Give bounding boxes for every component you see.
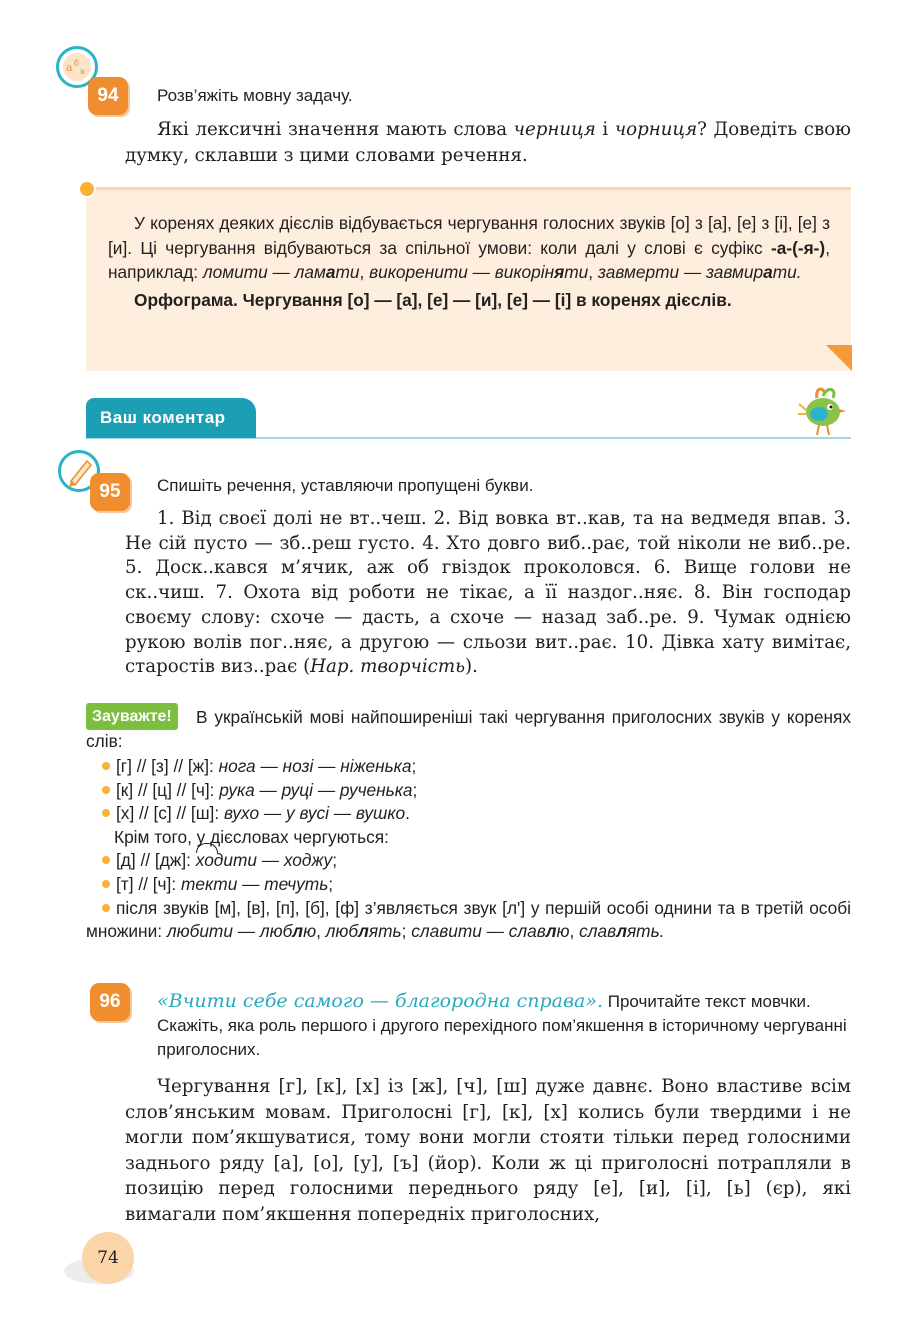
- page-number: 74: [82, 1232, 134, 1284]
- svg-text:в: в: [80, 67, 85, 76]
- list-item: після звуків [м], [в], [п], [б], [ф] з’являється звук [л'] у першій особі однини та в третій особі множини: любити — люблю, люблять; славити — славлю, славлять.: [86, 897, 851, 942]
- rule-text: У коренях деяких дієслів відбувається чергування голосних звуків [о] з [а], [е] з [і], [е] з [и]. Ці чергування відбуваються за спільної умови: коли далі у слові є суфікс -а-(-я-), наприклад: ломити — ламати, викоренити — викоріняти, завмерти — завмирати. Орфограма. Чергування [о] — [а], [е] — [и], [е] — [і] в коренях дієслів.: [108, 213, 830, 310]
- svg-text:б: б: [74, 59, 79, 68]
- exercise-number-94: 94: [88, 77, 128, 115]
- verbs-intro: Крім того, у дієсловах чергуються:: [114, 826, 389, 847]
- rule-marker-dot: [78, 180, 96, 198]
- rule-corner-fold: [826, 345, 852, 371]
- list-item: [г] // [з] // [ж]: нога — нозі — ніженька;: [86, 755, 851, 779]
- exercise-number-96: 96: [90, 983, 130, 1021]
- list-item: [т] // [ч]: текти — течуть;: [86, 873, 851, 897]
- list-item: [д] // [дж]: ходити — ходжу;: [86, 849, 851, 873]
- exercise-94-task: Які лексичні значення мають слова черниця і чорниця? Доведіть свою думку, склавши з цими словами речення.: [125, 119, 851, 166]
- bullet-icon: [102, 762, 110, 770]
- exercise-96-text: Чергування [г], [к], [х] із [ж], [ч], [ш] дуже давнє. Воно властиве всім слов’янським мовам. Приголосні [г], [к], [х] колись були твердими і не могли пом’якшуватися, тому вони могли стояти тільки перед голосними заднього ряду [а], [о], [у], [ъ] (йор). Коли ж ці приголосні потрапляли в позицію перед голосними переднього ряду [е], [и], [і], [ь] (єр), які вимагали пом’якшення попередніх приголосних,: [125, 1076, 851, 1225]
- exercise-95-instruction: Спишіть речення, уставляючи пропущені букви.: [157, 476, 534, 495]
- note-intro: В українській мові найпоширеніші такі чергування приголосних звуків у коренях слів:: [86, 707, 851, 751]
- bullet-icon: [102, 786, 110, 794]
- exercise-number-95: 95: [90, 473, 130, 511]
- note-label: Зауважте!: [86, 703, 178, 730]
- svg-text:a: a: [66, 61, 73, 74]
- bullet-icon: [102, 809, 110, 817]
- list-item: [х] // [с] // [ш]: вухо — у вусі — вушко.: [86, 802, 851, 826]
- exercise-96-title: «Вчити себе самого — благородна справа».: [157, 990, 603, 1012]
- comment-banner: Ваш коментар: [86, 398, 256, 438]
- orthogram: Орфограма. Чергування [о] — [а], [е] — [и], [е] — [і] в коренях дієслів.: [134, 289, 732, 310]
- exercise-94-instruction: Розв’яжіть мовну задачу.: [157, 86, 353, 105]
- bird-icon: [797, 384, 847, 438]
- bullet-icon: [102, 880, 110, 888]
- bullet-icon: [102, 904, 110, 912]
- list-item: [к] // [ц] // [ч]: рука — руці — рученька;: [86, 779, 851, 803]
- exercise-96-instruction: «Вчити себе самого — благородна справа». Прочитайте текст мовчки. Скажіть, яка роль першого і другого перехідного пом’якшення в історичному чергуванні приголосних.: [157, 990, 847, 1059]
- exercise-95-text: 1. Від своєї долі не вт..чеш. 2. Від вовка вт..кав, та на ведмедя впав. 3. Не сій пусто — зб..реш густо. 4. Хто довго виб..рає, той ніколи не виб..ре. 5. Доск..кався м’ячик, аж об гвіздок проколовся. 6. Вище голови не ск..чиш. 7. Охота від роботи не тікає, а її наздог..няє. 8. Він господар своєму слову: схоче — дасть, а схоче — назад заб..ре. 9. Чумак однією рукою волів пог..няє, а другою — сльози вит..рає. 10. Дівка хату вимітає, старостів виз..рає (Нар. творчість).: [125, 508, 851, 678]
- bullet-icon: [102, 856, 110, 864]
